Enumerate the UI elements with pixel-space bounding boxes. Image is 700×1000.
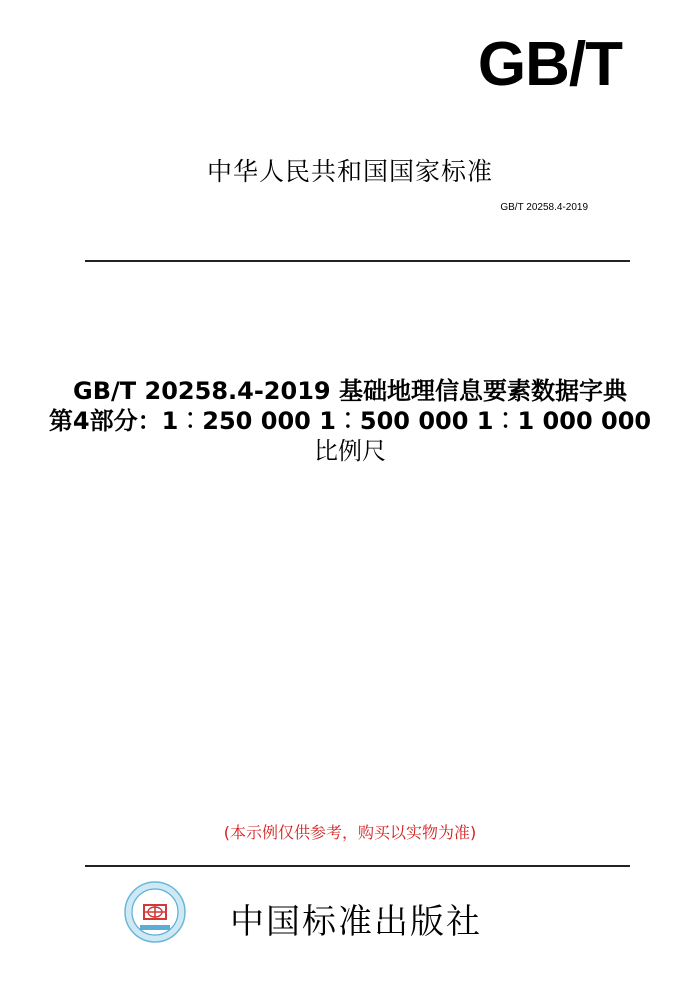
gbt-logo: GB/T	[477, 30, 622, 99]
publisher-name: 中国标准出版社	[230, 902, 482, 942]
title-line-3: 比例尺	[314, 437, 386, 465]
publisher-seal-icon	[124, 881, 186, 943]
top-divider	[85, 260, 630, 262]
document-title	[0, 376, 700, 466]
sample-disclaimer: (本示例仅供参考，购买以实物为准)	[223, 823, 477, 842]
standard-number: GB/T 20258.4-2019	[500, 202, 588, 213]
bottom-divider	[85, 865, 630, 867]
national-standard-heading: 中华人民共和国国家标准	[206, 157, 493, 186]
title-line-2: 第4部分：1︰250 000 1︰500 000 1︰1 000 000	[48, 407, 652, 435]
title-line-1: GB/T 20258.4-2019 基础地理信息要素数据字典	[73, 377, 627, 405]
